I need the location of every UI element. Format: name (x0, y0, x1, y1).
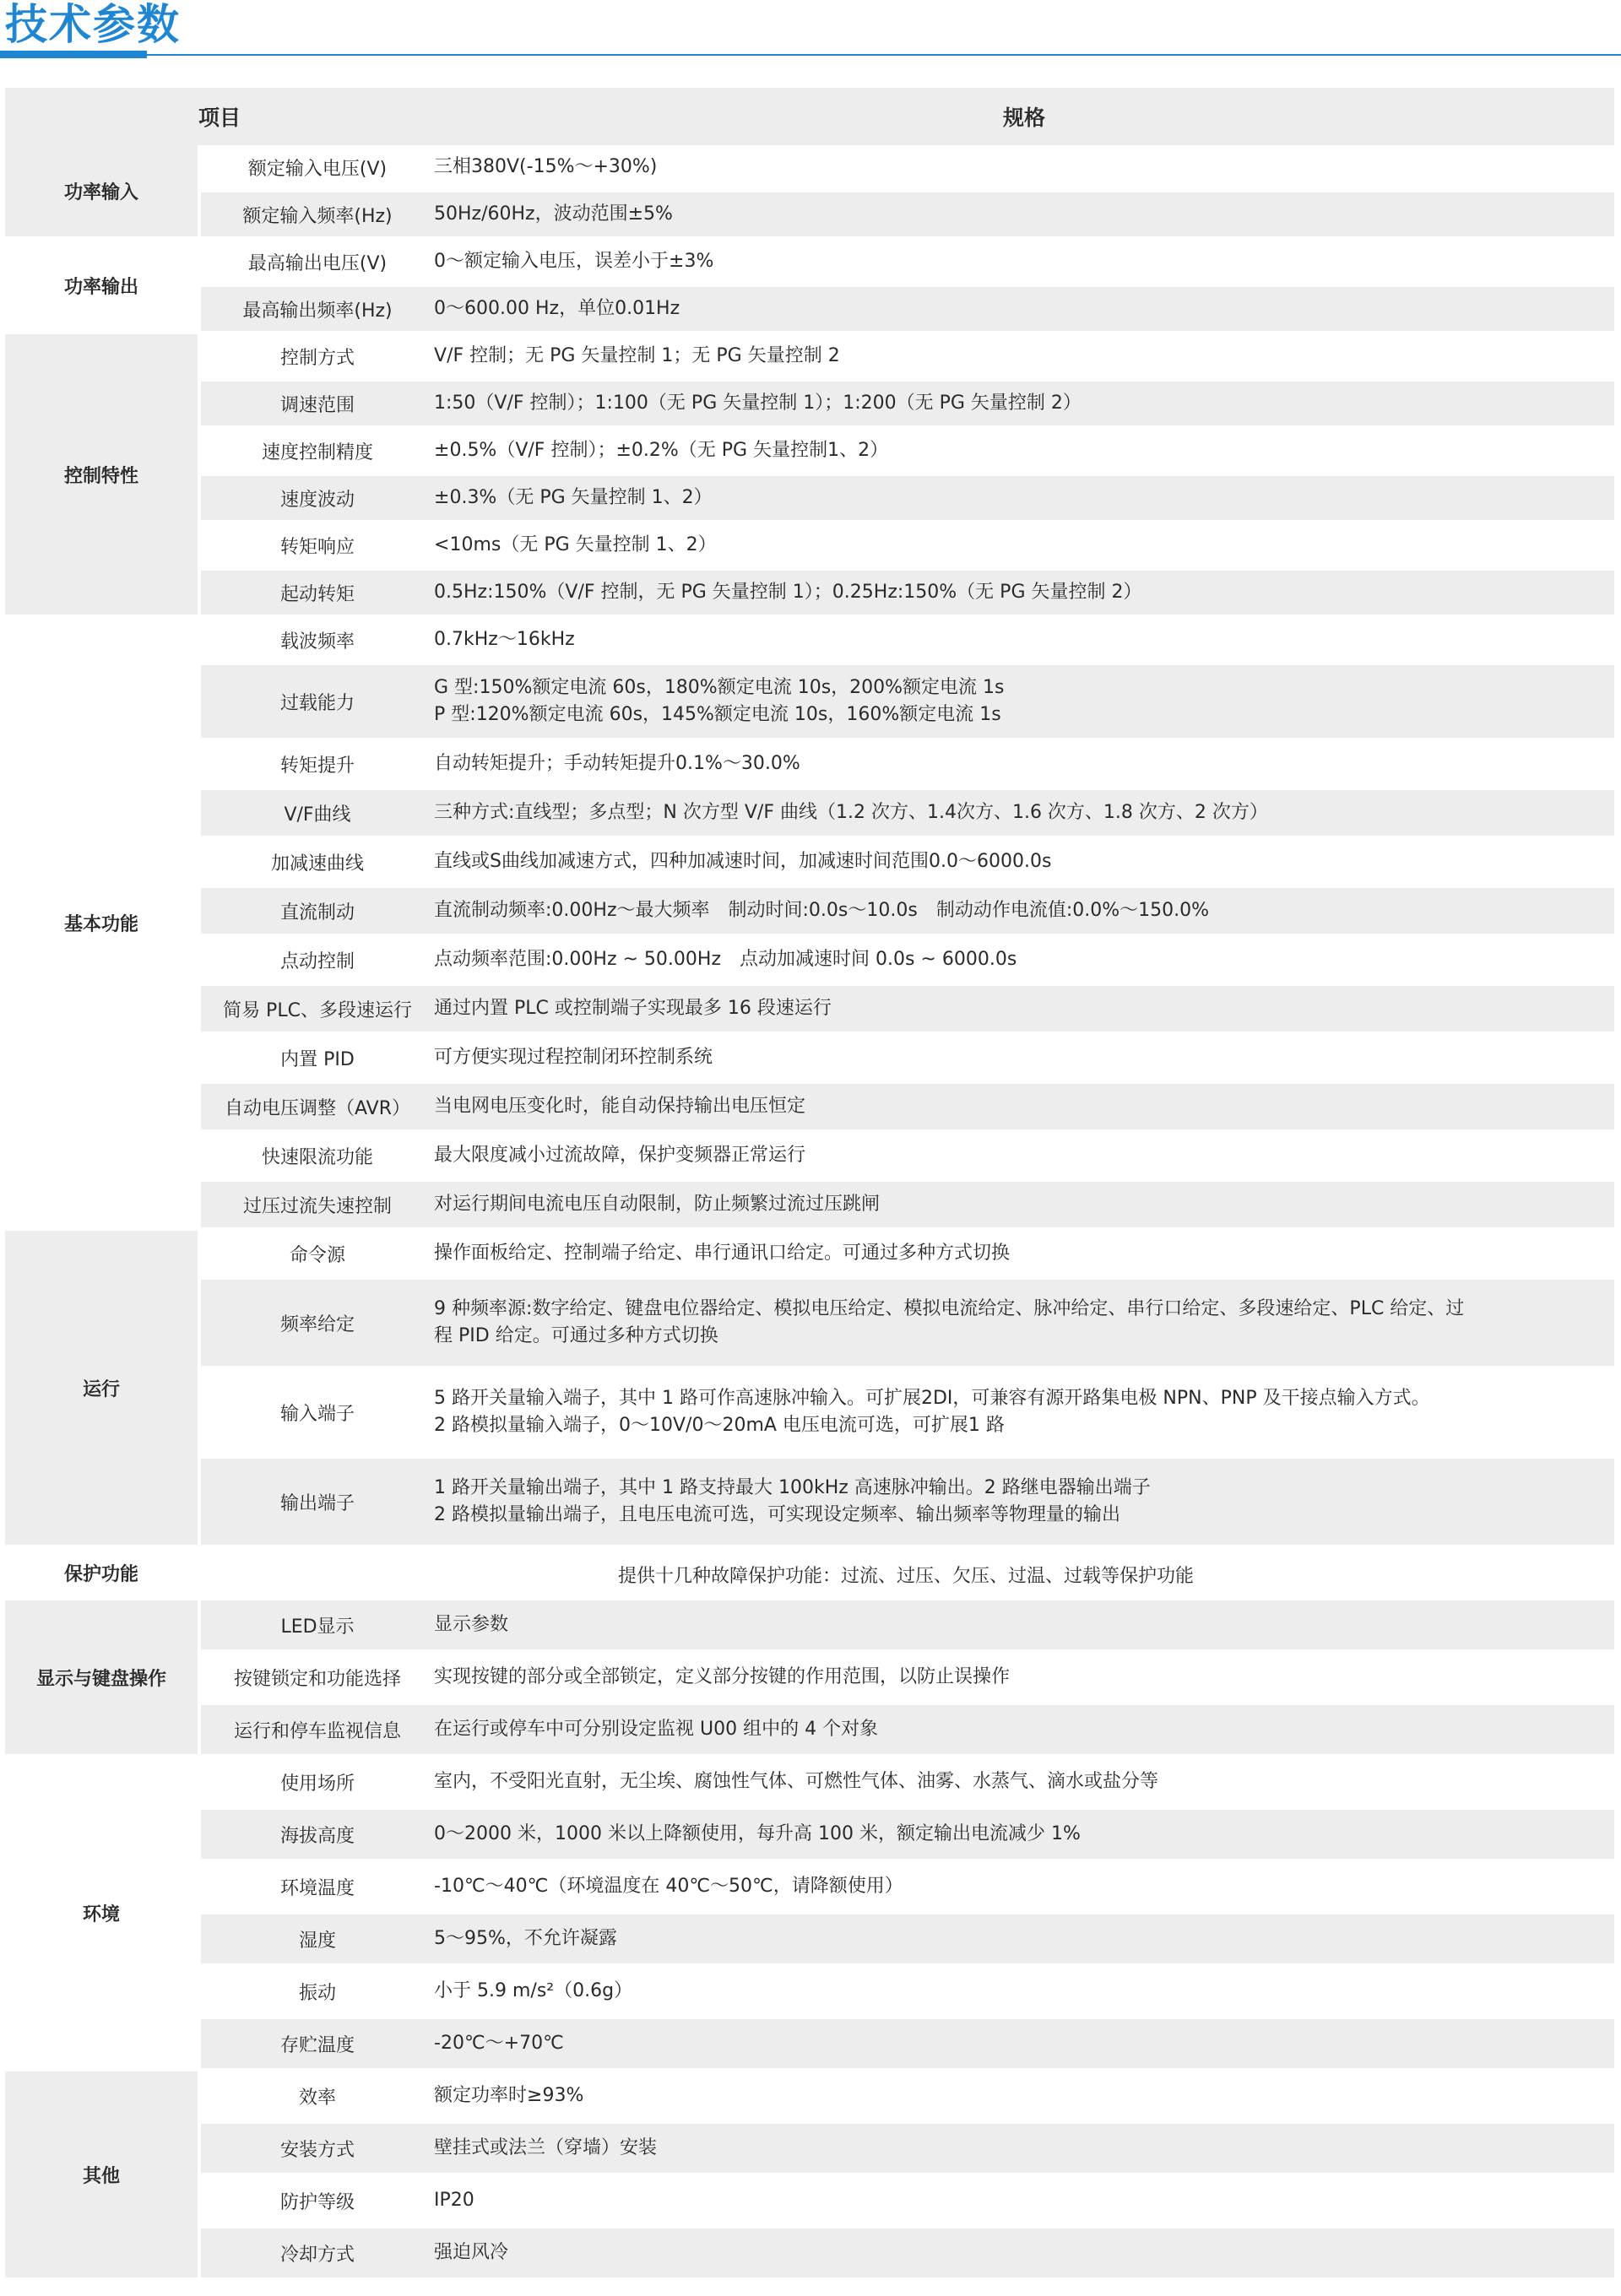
row-spec: 1:50（V/F 控制）；1:100（无 PG 矢量控制 1）；1:200（无 PG 矢量控制 2） (434, 382, 1614, 429)
table-row (5, 287, 1614, 334)
table-header-row (5, 88, 1614, 145)
row-item: 过载能力 (198, 665, 434, 741)
row-item: 海拔高度 (198, 1810, 434, 1862)
row-item: 冷却方式 (198, 2228, 434, 2281)
table-row (5, 1548, 1614, 1600)
row-spec: ±0.3%（无 PG 矢量控制 1、2） (434, 476, 1614, 523)
row-spec: ±0.5%（V/F 控制）；±0.2%（无 PG 矢量控制1、2） (434, 429, 1614, 476)
category-display: 显示与键盘操作 (5, 1600, 198, 1757)
row-spec: 小于 5.9 m/s²（0.6g） (434, 1967, 1614, 2019)
row-spec: 实现按键的部分或全部锁定，定义部分按键的作用范围，以防止误操作 (434, 1653, 1614, 1705)
row-item: 速度控制精度 (198, 429, 434, 476)
row-item: 控制方式 (198, 334, 434, 382)
table-row (5, 1862, 1614, 1914)
row-item: 额定输入电压(V) (198, 145, 434, 192)
row-item: 安装方式 (198, 2124, 434, 2176)
row-item: LED显示 (198, 1600, 434, 1653)
row-spec: IP20 (434, 2176, 1614, 2228)
row-spec (434, 665, 1614, 741)
category-control: 控制特性 (5, 334, 198, 618)
header-item: 项目 (5, 88, 434, 145)
row-item: 额定输入频率(Hz) (198, 192, 434, 240)
table-row (5, 1369, 1614, 1459)
table-row (5, 1653, 1614, 1705)
row-item: 快速限流功能 (198, 1133, 434, 1182)
row-spec: 在运行或停车中可分别设定监视 U00 组中的 4 个对象 (434, 1705, 1614, 1757)
header-spec: 规格 (434, 88, 1614, 145)
table-row (5, 2124, 1614, 2176)
category-operation: 运行 (5, 1231, 198, 1548)
row-item: 转矩提升 (198, 741, 434, 790)
table-row (5, 145, 1614, 192)
spec-line: 2 路模拟量输出端子，且电压电流可选，可实现设定频率、输出频率等物理量的输出 (434, 1504, 1121, 1525)
table-row (5, 1757, 1614, 1810)
row-item: 内置 PID (198, 1035, 434, 1084)
row-spec: 50Hz/60Hz，波动范围±5% (434, 192, 1614, 240)
table-row (5, 1600, 1614, 1653)
title-underline (0, 54, 1621, 56)
table-row (5, 790, 1614, 839)
table-row (5, 240, 1614, 287)
category-power-output: 功率输出 (5, 240, 198, 334)
row-spec: 额定功率时≥93% (434, 2071, 1614, 2124)
category-power-input: 功率输入 (5, 145, 198, 240)
row-item: 存贮温度 (198, 2019, 434, 2071)
row-spec: 可方便实现过程控制闭环控制系统 (434, 1035, 1614, 1084)
row-item: V/F曲线 (198, 790, 434, 839)
row-item: 加减速曲线 (198, 839, 434, 888)
spec-part: 点动频率范围:0.00Hz ~ 50.00Hz (434, 949, 721, 970)
row-spec: 直线或S曲线加减速方式，四种加减速时间，加减速时间范围0.0～6000.0s (434, 839, 1614, 888)
table-row (5, 1967, 1614, 2019)
spec-part: 直流制动频率:0.00Hz～最大频率 (434, 900, 710, 921)
table-row (5, 1459, 1614, 1548)
row-spec (434, 1369, 1614, 1459)
row-item: 简易 PLC、多段速运行 (198, 986, 434, 1035)
row-item: 效率 (198, 2071, 434, 2124)
row-item: 调速范围 (198, 382, 434, 429)
row-item: 转矩响应 (198, 523, 434, 571)
row-spec: -10℃～40℃（环境温度在 40℃～50℃，请降额使用） (434, 1862, 1614, 1914)
row-spec: 0.7kHz～16kHz (434, 618, 1614, 665)
table-row (5, 888, 1614, 937)
row-spec: 0～600.00 Hz，单位0.01Hz (434, 287, 1614, 334)
spec-line: 2 路模拟量输入端子，0～10V/0～20mA 电压电流可选，可扩展1 路 (434, 1415, 1005, 1436)
table-row (5, 839, 1614, 888)
spec-part: 点动加减速时间 0.0s ~ 6000.0s (740, 949, 1017, 970)
row-item: 直流制动 (198, 888, 434, 937)
row-item: 使用场所 (198, 1757, 434, 1810)
table-row (5, 986, 1614, 1035)
spec-table (5, 88, 1614, 2281)
category-basic: 基本功能 (5, 618, 198, 1231)
table-row (5, 1133, 1614, 1182)
table-row (5, 618, 1614, 665)
spec-line: P 型:120%额定电流 60s，145%额定电流 10s，160%额定电流 1s (434, 704, 1001, 725)
row-item: 输入端子 (198, 1369, 434, 1459)
row-item: 运行和停车监视信息 (198, 1705, 434, 1757)
row-spec: 0～额定输入电压，误差小于±3% (434, 240, 1614, 287)
spec-part: 制动时间:0.0s～10.0s (728, 900, 918, 921)
table-row (5, 571, 1614, 618)
row-spec: 三相380V(-15%～+30%) (434, 145, 1614, 192)
row-item: 振动 (198, 1967, 434, 2019)
row-item: 载波频率 (198, 618, 434, 665)
category-environment: 环境 (5, 1757, 198, 2071)
table-row (5, 2019, 1614, 2071)
row-item: 命令源 (198, 1231, 434, 1280)
table-row (5, 1280, 1614, 1369)
spec-line: 9 种频率源:数字给定、键盘电位器给定、模拟电压给定、模拟电流给定、脉冲给定、串行口给定、多段速给定、PLC 给定、过 (434, 1298, 1465, 1319)
row-spec: 最大限度减小过流故障，保护变频器正常运行 (434, 1133, 1614, 1182)
row-spec (434, 888, 1614, 937)
page-title: 技术参数 (5, 0, 181, 49)
row-item: 自动电压调整（AVR） (198, 1084, 434, 1133)
row-spec: 强迫风冷 (434, 2228, 1614, 2281)
table-row (5, 192, 1614, 240)
table-row (5, 523, 1614, 571)
table-row (5, 429, 1614, 476)
row-item: 最高输出电压(V) (198, 240, 434, 287)
table-row (5, 1182, 1614, 1231)
table-row (5, 2176, 1614, 2228)
row-spec: 通过内置 PLC 或控制端子实现最多 16 段速运行 (434, 986, 1614, 1035)
table-row (5, 1231, 1614, 1280)
table-row (5, 334, 1614, 382)
row-item: 频率给定 (198, 1280, 434, 1369)
category-protection: 保护功能 (5, 1548, 198, 1600)
table-row (5, 2071, 1614, 2124)
row-spec: 操作面板给定、控制端子给定、串行通讯口给定。可通过多种方式切换 (434, 1231, 1614, 1280)
table-row (5, 665, 1614, 741)
row-spec: 0.5Hz:150%（V/F 控制，无 PG 矢量控制 1）；0.25Hz:150%（无 PG 矢量控制 2） (434, 571, 1614, 618)
table-row (5, 1810, 1614, 1862)
row-spec: V/F 控制；无 PG 矢量控制 1；无 PG 矢量控制 2 (434, 334, 1614, 382)
row-item: 按键锁定和功能选择 (198, 1653, 434, 1705)
row-spec: -20℃～+70℃ (434, 2019, 1614, 2071)
spec-part: 制动动作电流值:0.0%～150.0% (935, 900, 1210, 921)
table-row (5, 937, 1614, 986)
row-item: 输出端子 (198, 1459, 434, 1548)
table-row (5, 476, 1614, 523)
table-row (5, 1914, 1614, 1967)
row-spec: <10ms（无 PG 矢量控制 1、2） (434, 523, 1614, 571)
row-spec: 显示参数 (434, 1600, 1614, 1653)
table-row (5, 1035, 1614, 1084)
row-spec: 三种方式:直线型；多点型；N 次方型 V/F 曲线（1.2 次方、1.4次方、1.6 次方、1.8 次方、2 次方） (434, 790, 1614, 839)
spec-line: 5 路开关量输入端子，其中 1 路可作高速脉冲输入。可扩展2DI，可兼容有源开路集电极 NPN、PNP 及干接点输入方式。 (434, 1388, 1430, 1409)
table-row (5, 1705, 1614, 1757)
row-item: 点动控制 (198, 937, 434, 986)
row-spec: 5～95%，不允许凝露 (434, 1914, 1614, 1967)
row-spec (434, 1280, 1614, 1369)
row-spec: 当电网电压变化时，能自动保持输出电压恒定 (434, 1084, 1614, 1133)
row-spec: 0～2000 米，1000 米以上降额使用，每升高 100 米，额定输出电流减少 1% (434, 1810, 1614, 1862)
row-item: 过压过流失速控制 (198, 1182, 434, 1231)
row-spec: 对运行期间电流电压自动限制，防止频繁过流过压跳闸 (434, 1182, 1614, 1231)
row-item: 湿度 (198, 1914, 434, 1967)
row-spec: 自动转矩提升；手动转矩提升0.1%～30.0% (434, 741, 1614, 790)
table-row (5, 1084, 1614, 1133)
row-item: 速度波动 (198, 476, 434, 523)
row-spec (434, 1459, 1614, 1548)
row-spec (434, 937, 1614, 986)
row-item: 最高输出频率(Hz) (198, 287, 434, 334)
row-spec: 室内，不受阳光直射，无尘埃、腐蚀性气体、可燃性气体、油雾、水蒸气、滴水或盐分等 (434, 1757, 1614, 1810)
spec-line: G 型:150%额定电流 60s，180%额定电流 10s，200%额定电流 1s (434, 677, 1005, 698)
table-row (5, 741, 1614, 790)
category-other: 其他 (5, 2071, 198, 2281)
row-spec: 壁挂式或法兰（穿墙）安装 (434, 2124, 1614, 2176)
table-row (5, 2228, 1614, 2281)
spec-line: 程 PID 给定。可通过多种方式切换 (434, 1325, 718, 1346)
row-item: 环境温度 (198, 1862, 434, 1914)
row-spec: 提供十几种故障保护功能：过流、过压、欠压、过温、过载等保护功能 (198, 1548, 1614, 1600)
table-row (5, 382, 1614, 429)
row-item: 起动转矩 (198, 571, 434, 618)
row-item: 防护等级 (198, 2176, 434, 2228)
spec-line: 1 路开关量输出端子，其中 1 路支持最大 100kHz 高速脉冲输出。2 路继电器输出端子 (434, 1477, 1151, 1498)
